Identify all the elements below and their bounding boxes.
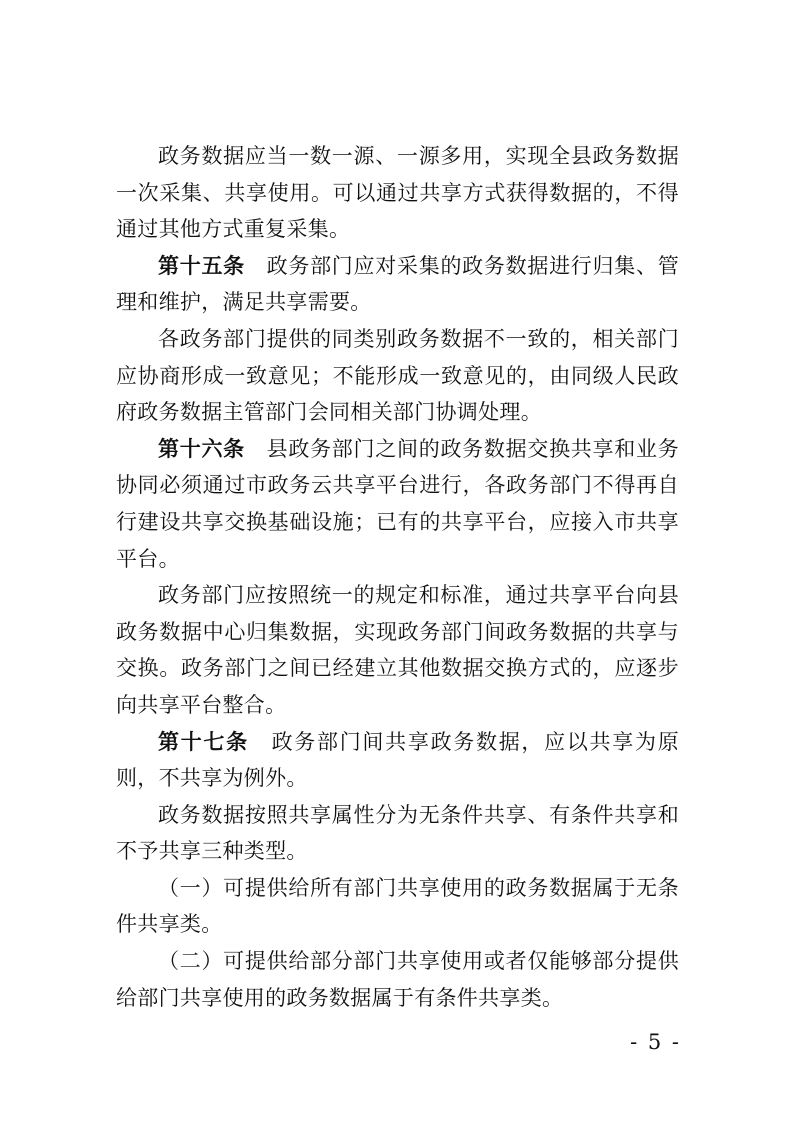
paragraph-3 bbox=[116, 321, 679, 431]
paragraph-text: 各政务部门提供的同类别政务数据不一致的，相关部门应协商形成一致意见；不能形成一致意见的，由同级人民政府政务数据主管部门会同相关部门协调处理。 bbox=[116, 326, 679, 425]
paragraph-text: 政务部门间共享政务数据，应以共享为原则，不共享为例外。 bbox=[116, 729, 679, 791]
page-number: - 5 - bbox=[630, 1030, 681, 1054]
paragraph-8 bbox=[116, 870, 679, 943]
paragraph-5 bbox=[116, 577, 679, 723]
paragraph-text: （一）可提供给所有部门共享使用的政务数据属于无条件共享类。 bbox=[116, 875, 679, 937]
paragraph-text: 县政务部门之间的政务数据交换共享和业务协同必须通过市政务云共享平台进行，各政务部门不得再自行建设共享交换基础设施；已有的共享平台，应接入市共享平台。 bbox=[116, 436, 679, 571]
page-content bbox=[116, 138, 679, 1016]
paragraph-text: （二）可提供给部分部门共享使用或者仅能够部分提供给部门共享使用的政务数据属于有条件共享类。 bbox=[116, 949, 679, 1010]
article-title: 第十五条 bbox=[158, 252, 245, 278]
paragraph-9 bbox=[116, 943, 679, 1016]
paragraph-2 bbox=[116, 248, 679, 321]
paragraph-1 bbox=[116, 138, 679, 248]
paragraph-6 bbox=[116, 724, 679, 797]
article-title: 第十七条 bbox=[158, 728, 249, 754]
paragraph-7 bbox=[116, 797, 679, 870]
paragraph-text: 政务数据按照共享属性分为无条件共享、有条件共享和不予共享三种类型。 bbox=[116, 802, 679, 864]
paragraph-text: 政务数据应当一数一源、一源多用，实现全县政务数据一次采集、共享使用。可以通过共享方式获得数据的，不得通过其他方式重复采集。 bbox=[116, 144, 679, 242]
paragraph-text: 政务部门应按照统一的规定和标准，通过共享平台向县政务数据中心归集数据，实现政务部门间政务数据的共享与交换。政务部门之间已经建立其他数据交换方式的，应逐步向共享平台整合。 bbox=[116, 583, 679, 717]
paragraph-text: 政务部门应对采集的政务数据进行归集、管理和维护，满足共享需要。 bbox=[116, 253, 679, 315]
article-title: 第十六条 bbox=[158, 435, 245, 461]
paragraph-4 bbox=[116, 431, 679, 577]
